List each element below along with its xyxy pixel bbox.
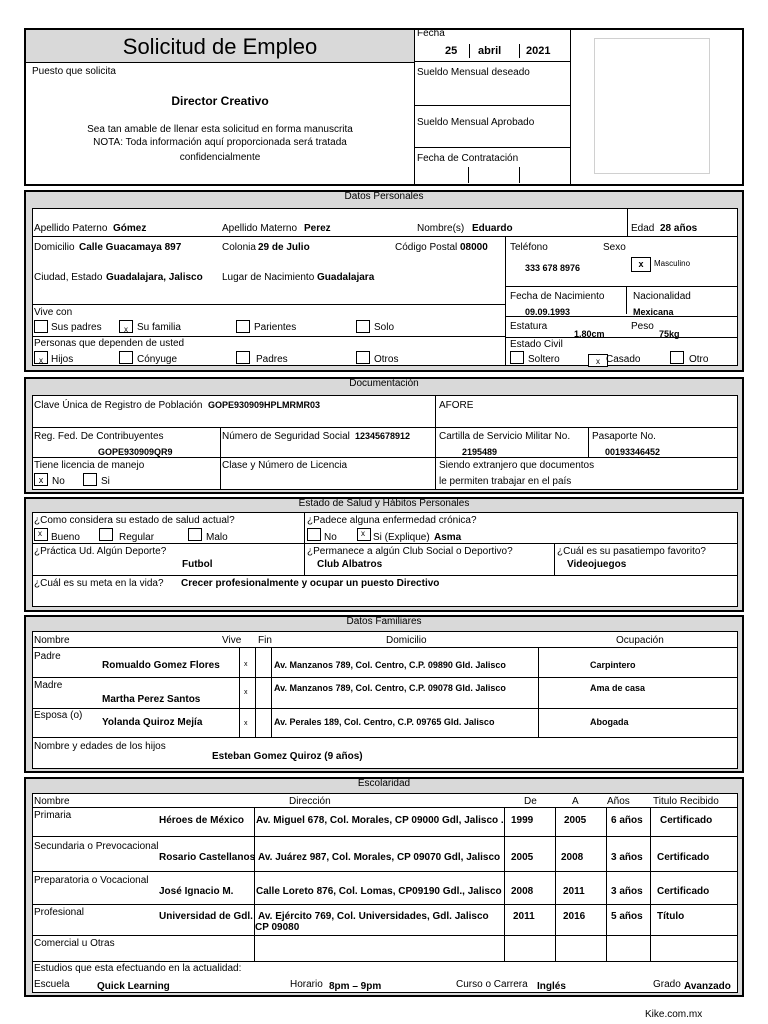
horario-label: Horario <box>290 979 323 990</box>
bueno-label: Bueno <box>51 532 80 543</box>
secundaria-titulo[interactable]: Certificado <box>657 852 710 863</box>
licencia-label: Tiene licencia de manejo <box>34 460 145 471</box>
licencia-no-label: No <box>52 476 65 487</box>
esc-col-anios: Años <box>607 796 630 807</box>
salud-title: Estado de Salud y Hábitos Personales <box>298 498 470 509</box>
meta-question: ¿Cuál es su meta en la vida? <box>34 578 164 589</box>
padres-checkbox[interactable] <box>236 351 250 364</box>
estatura-value[interactable]: 1.80cm <box>574 329 605 339</box>
hijos-nombres-label: Nombre y edades de los hijos <box>34 741 166 752</box>
puesto-value[interactable]: Director Creativo <box>171 94 269 108</box>
familiares-title: Datos Familiares <box>346 616 422 627</box>
cronica-answer[interactable]: Asma <box>434 532 462 543</box>
afore-label: AFORE <box>439 400 474 411</box>
col-domicilio: Domicilio <box>386 635 427 646</box>
pasaporte-value[interactable]: 00193346452 <box>605 447 661 457</box>
secundaria-anios[interactable]: 3 años <box>611 852 643 863</box>
solo-label: Solo <box>374 322 395 333</box>
sueldo-aprobado-label: Sueldo Mensual Aprobado <box>417 117 535 128</box>
nota-line-3: confidencialmente <box>179 152 261 163</box>
col-nombre: Nombre <box>34 635 70 646</box>
preparatoria-direccion[interactable]: Calle Loreto 876, Col. Lomas, CP09190 Gdl., Jalisco <box>256 886 502 897</box>
apellido-paterno-value[interactable]: Gómez <box>113 223 147 234</box>
nota-line-2: NOTA: Toda información aquí proporcionada será tratada <box>93 137 347 148</box>
extranjero-line-1: Siendo extranjero que documentos <box>439 460 595 471</box>
lugar-nac-value[interactable]: Guadalajara <box>317 272 375 283</box>
datos-personales-section <box>24 190 744 372</box>
preparatoria-de[interactable]: 2008 <box>511 886 534 897</box>
escuela-value[interactable]: Quick Learning <box>97 981 170 992</box>
documentacion-title: Documentación <box>349 378 419 389</box>
salud-box <box>32 512 738 607</box>
col-vive: Vive <box>222 635 242 646</box>
su-familia-checkbox[interactable]: x <box>119 320 133 333</box>
padre-nombre[interactable]: Romualdo Gomez Flores <box>102 660 220 671</box>
sus-padres-checkbox[interactable] <box>34 320 48 333</box>
madre-domicilio[interactable]: Av. Manzanos 789, Col. Centro, C.P. 09078 Gld. Jalisco <box>274 683 506 693</box>
madre-ocupacion[interactable]: Ama de casa <box>590 683 646 693</box>
primaria-anios[interactable]: 6 años <box>611 815 643 826</box>
escolaridad-section <box>24 777 744 997</box>
otro-label: Otro <box>689 354 709 365</box>
padre-ocupacion[interactable]: Carpintero <box>590 660 636 670</box>
estudios-actuales-label: Estudios que esta efectuando en la actualidad: <box>34 963 242 974</box>
licencia-no-checkbox[interactable]: x <box>34 473 48 486</box>
peso-value[interactable]: 75kg <box>659 329 680 339</box>
nombres-label: Nombre(s) <box>417 223 465 234</box>
ciudad-value[interactable]: Guadalajara, Jalisco <box>106 272 203 283</box>
cronica-si-label: Si (Explique) <box>373 532 430 543</box>
col-ocupacion: Ocupación <box>616 635 664 646</box>
profesional-titulo[interactable]: Título <box>657 911 685 922</box>
telefono-label: Teléfono <box>510 242 548 253</box>
padre-domicilio[interactable]: Av. Manzanos 789, Col. Centro, C.P. 09890 Gld. Jalisco <box>274 660 506 670</box>
madre-label: Madre <box>34 680 63 691</box>
edad-value[interactable]: 28 años <box>660 223 698 234</box>
nss-label: Número de Seguridad Social <box>222 431 350 442</box>
nss-value[interactable]: 12345678912 <box>355 431 411 441</box>
preparatoria-nombre[interactable]: José Ignacio M. <box>159 886 234 897</box>
fecha-anio[interactable]: 2021 <box>526 45 551 57</box>
estado-salud-question: ¿Como considera su estado de salud actual? <box>34 515 235 526</box>
fecha-mes[interactable]: abril <box>478 45 502 57</box>
esc-col-de: De <box>524 796 537 807</box>
clase-licencia-label: Clase y Número de Licencia <box>222 460 348 471</box>
cp-value[interactable]: 08000 <box>460 242 488 253</box>
primaria-nombre[interactable]: Héroes de México <box>159 815 245 826</box>
edad-label: Edad <box>631 223 655 234</box>
col-fin: Fin <box>258 635 272 646</box>
profesional-a[interactable]: 2016 <box>563 911 586 922</box>
malo-label: Malo <box>206 532 228 543</box>
masculino-label: Masculino <box>654 259 691 268</box>
primaria-a[interactable]: 2005 <box>564 815 587 826</box>
club-question: ¿Permanece a algún Club Social o Deportivo? <box>307 546 513 557</box>
primaria-de[interactable]: 1999 <box>511 815 534 826</box>
secundaria-de[interactable]: 2005 <box>511 852 534 863</box>
grado-value[interactable]: Avanzado <box>684 981 731 992</box>
esposa-domicilio[interactable]: Av. Perales 189, Col. Centro, C.P. 09765 Gld. Jalisco <box>274 717 495 727</box>
esposa-vive[interactable]: x <box>244 720 248 727</box>
header-section <box>24 28 744 186</box>
deporte-question: ¿Práctica Ud. Algún Deporte? <box>34 546 167 557</box>
preparatoria-label: Preparatoria o Vocacional <box>34 875 149 886</box>
esposa-nombre[interactable]: Yolanda Quiroz Mejía <box>102 717 203 728</box>
domicilio-value[interactable]: Calle Guacamaya 897 <box>79 242 182 253</box>
cronica-si-checkbox[interactable]: x <box>357 528 371 541</box>
profesional-label: Profesional <box>34 907 85 918</box>
conyuge-checkbox[interactable] <box>119 351 133 364</box>
primaria-label: Primaria <box>34 810 72 821</box>
nombres-value[interactable]: Eduardo <box>472 223 513 234</box>
fecha-nac-value[interactable]: 09.09.1993 <box>525 307 571 317</box>
otros-checkbox[interactable] <box>356 351 370 364</box>
curp-label: Clave Única de Registro de Población <box>34 400 203 411</box>
sueldo-deseado-label: Sueldo Mensual deseado <box>417 67 530 78</box>
otro-checkbox[interactable] <box>670 351 684 364</box>
peso-label: Peso <box>631 321 654 332</box>
esc-col-nombre: Nombre <box>34 796 70 807</box>
sexo-checkbox[interactable]: x <box>631 257 651 272</box>
horario-value[interactable]: 8pm – 9pm <box>329 981 382 992</box>
salud-section <box>24 497 744 612</box>
otros-label: Otros <box>374 354 399 365</box>
casado-checkbox[interactable]: x <box>588 354 608 367</box>
solo-checkbox[interactable] <box>356 320 370 333</box>
escolaridad-title: Escolaridad <box>357 778 411 789</box>
secundaria-direccion[interactable]: Av. Juárez 987, Col. Morales, CP 09070 Gdl, Jalisco <box>258 852 501 863</box>
nota-line-1: Sea tan amable de llenar esta solicitud en forma manuscrita <box>87 124 353 135</box>
padres-label: Padres <box>256 354 288 365</box>
esc-col-titulo: Titulo Recibido <box>653 796 719 807</box>
secundaria-nombre[interactable]: Rosario Castellanos <box>159 852 256 863</box>
datos-personales-title: Datos Personales <box>344 191 424 202</box>
domicilio-label: Domicilio <box>34 242 75 253</box>
regular-label: Regular <box>119 532 155 543</box>
profesional-direccion[interactable]: Av. Ejército 769, Col. Universidades, Gdl. Jalisco <box>258 911 489 922</box>
madre-vive[interactable]: x <box>244 689 248 696</box>
soltero-label: Soltero <box>528 354 560 365</box>
cp-label: Código Postal <box>395 242 458 253</box>
hijos-nombres-value[interactable]: Esteban Gomez Quiroz (9 años) <box>212 751 363 762</box>
puesto-box <box>26 62 414 184</box>
curso-label: Curso o Carrera <box>456 979 528 990</box>
puesto-label: Puesto que solicita <box>32 66 116 77</box>
secundaria-label: Secundaria o Prevocacional <box>34 841 159 852</box>
estatura-label: Estatura <box>510 321 548 332</box>
bueno-checkbox[interactable]: x <box>34 528 48 541</box>
primaria-titulo[interactable]: Certificado <box>660 815 713 826</box>
documentacion-section <box>24 377 744 494</box>
licencia-si-checkbox[interactable] <box>83 473 97 486</box>
pasatiempo-answer[interactable]: Videojuegos <box>567 559 627 570</box>
vive-con-label: Vive con <box>34 307 73 318</box>
padre-vive[interactable]: x <box>244 661 248 668</box>
grado-label: Grado <box>653 979 681 990</box>
licencia-si-label: Si <box>101 476 110 487</box>
parientes-label: Parientes <box>254 322 297 333</box>
curso-value[interactable]: Inglés <box>537 981 566 992</box>
profesional-de[interactable]: 2011 <box>513 911 535 922</box>
cartilla-label: Cartilla de Servicio Militar No. <box>439 431 571 442</box>
su-familia-label: Su familia <box>137 322 181 333</box>
profesional-direccion-cp[interactable]: CP 09080 <box>255 922 300 933</box>
comercial-label: Comercial u Otras <box>34 938 115 949</box>
cronica-question: ¿Padece alguna enfermedad crónica? <box>307 515 477 526</box>
cronica-no-label: No <box>324 532 337 543</box>
curp-value[interactable]: GOPE930909HPLMRMR03 <box>208 400 321 410</box>
colonia-label: Colonia <box>222 242 256 253</box>
hijos-label: Hijos <box>51 354 74 365</box>
profesional-anios[interactable]: 5 años <box>611 911 643 922</box>
fecha-nac-label: Fecha de Nacimiento <box>510 291 605 302</box>
pasatiempo-question: ¿Cuál es su pasatiempo favorito? <box>557 546 706 557</box>
esposa-label: Esposa (o) <box>34 710 83 721</box>
esc-col-direccion: Dirección <box>289 796 331 807</box>
fecha-dia[interactable]: 25 <box>445 45 458 57</box>
regular-checkbox[interactable] <box>99 528 113 541</box>
lugar-nac-label: Lugar de Nacimiento <box>222 272 315 283</box>
sexo-label: Sexo <box>603 242 626 253</box>
preparatoria-titulo[interactable]: Certificado <box>657 886 710 897</box>
page-title: Solicitud de Empleo <box>122 34 318 59</box>
esposa-ocupacion[interactable]: Abogada <box>590 717 629 727</box>
fecha-contratacion-label: Fecha de Contratación <box>417 153 519 164</box>
pasaporte-label: Pasaporte No. <box>592 431 656 442</box>
sus-padres-label: Sus padres <box>51 322 102 333</box>
apellido-materno-label: Apellido Materno <box>222 223 298 234</box>
casado-label: Casado <box>606 354 641 365</box>
telefono-value[interactable]: 333 678 8976 <box>525 263 581 273</box>
soltero-checkbox[interactable] <box>510 351 524 364</box>
parientes-checkbox[interactable] <box>236 320 250 333</box>
dependen-label: Personas que dependen de usted <box>34 338 185 349</box>
secundaria-a[interactable]: 2008 <box>561 852 584 863</box>
preparatoria-anios[interactable]: 3 años <box>611 886 643 897</box>
nacionalidad-value[interactable]: Mexicana <box>633 307 674 317</box>
esc-col-a: A <box>572 796 579 807</box>
malo-checkbox[interactable] <box>188 528 202 541</box>
escuela-label: Escuela <box>34 979 70 990</box>
cronica-no-checkbox[interactable] <box>307 528 321 541</box>
deporte-answer[interactable]: Futbol <box>182 559 213 570</box>
conyuge-label: Cónyuge <box>137 354 178 365</box>
rfc-value[interactable]: GOPE930909QR9 <box>98 447 173 457</box>
meta-answer[interactable]: Crecer profesionalmente y ocupar un puesto Directivo <box>181 578 440 589</box>
ciudad-label: Ciudad, Estado <box>34 272 103 283</box>
nacionalidad-label: Nacionalidad <box>633 291 691 302</box>
preparatoria-a[interactable]: 2011 <box>563 886 585 897</box>
applicant-photo <box>594 38 710 174</box>
estado-civil-label: Estado Civil <box>510 339 563 350</box>
apellido-paterno-label: Apellido Paterno <box>34 223 108 234</box>
familiares-section <box>24 615 744 773</box>
extranjero-line-2: le permiten trabajar en el país <box>439 476 572 487</box>
footer-site: Kike.com.mx <box>645 1009 703 1020</box>
club-answer[interactable]: Club Albatros <box>317 559 383 570</box>
cartilla-value[interactable]: 2195489 <box>462 447 498 457</box>
colonia-value[interactable]: 29 de Julio <box>258 242 310 253</box>
primaria-direccion[interactable]: Av. Miguel 678, Col. Morales, CP 09000 Gdl, Jalisco . <box>256 815 504 826</box>
profesional-nombre[interactable]: Universidad de Gdl. <box>159 911 253 922</box>
hijos-checkbox[interactable]: x <box>34 351 48 364</box>
padre-label: Padre <box>34 651 61 662</box>
rfc-label: Reg. Fed. De Contribuyentes <box>34 431 164 442</box>
fecha-label: Fecha <box>417 28 445 39</box>
madre-nombre[interactable]: Martha Perez Santos <box>102 694 201 705</box>
apellido-materno-value[interactable]: Perez <box>304 223 331 234</box>
